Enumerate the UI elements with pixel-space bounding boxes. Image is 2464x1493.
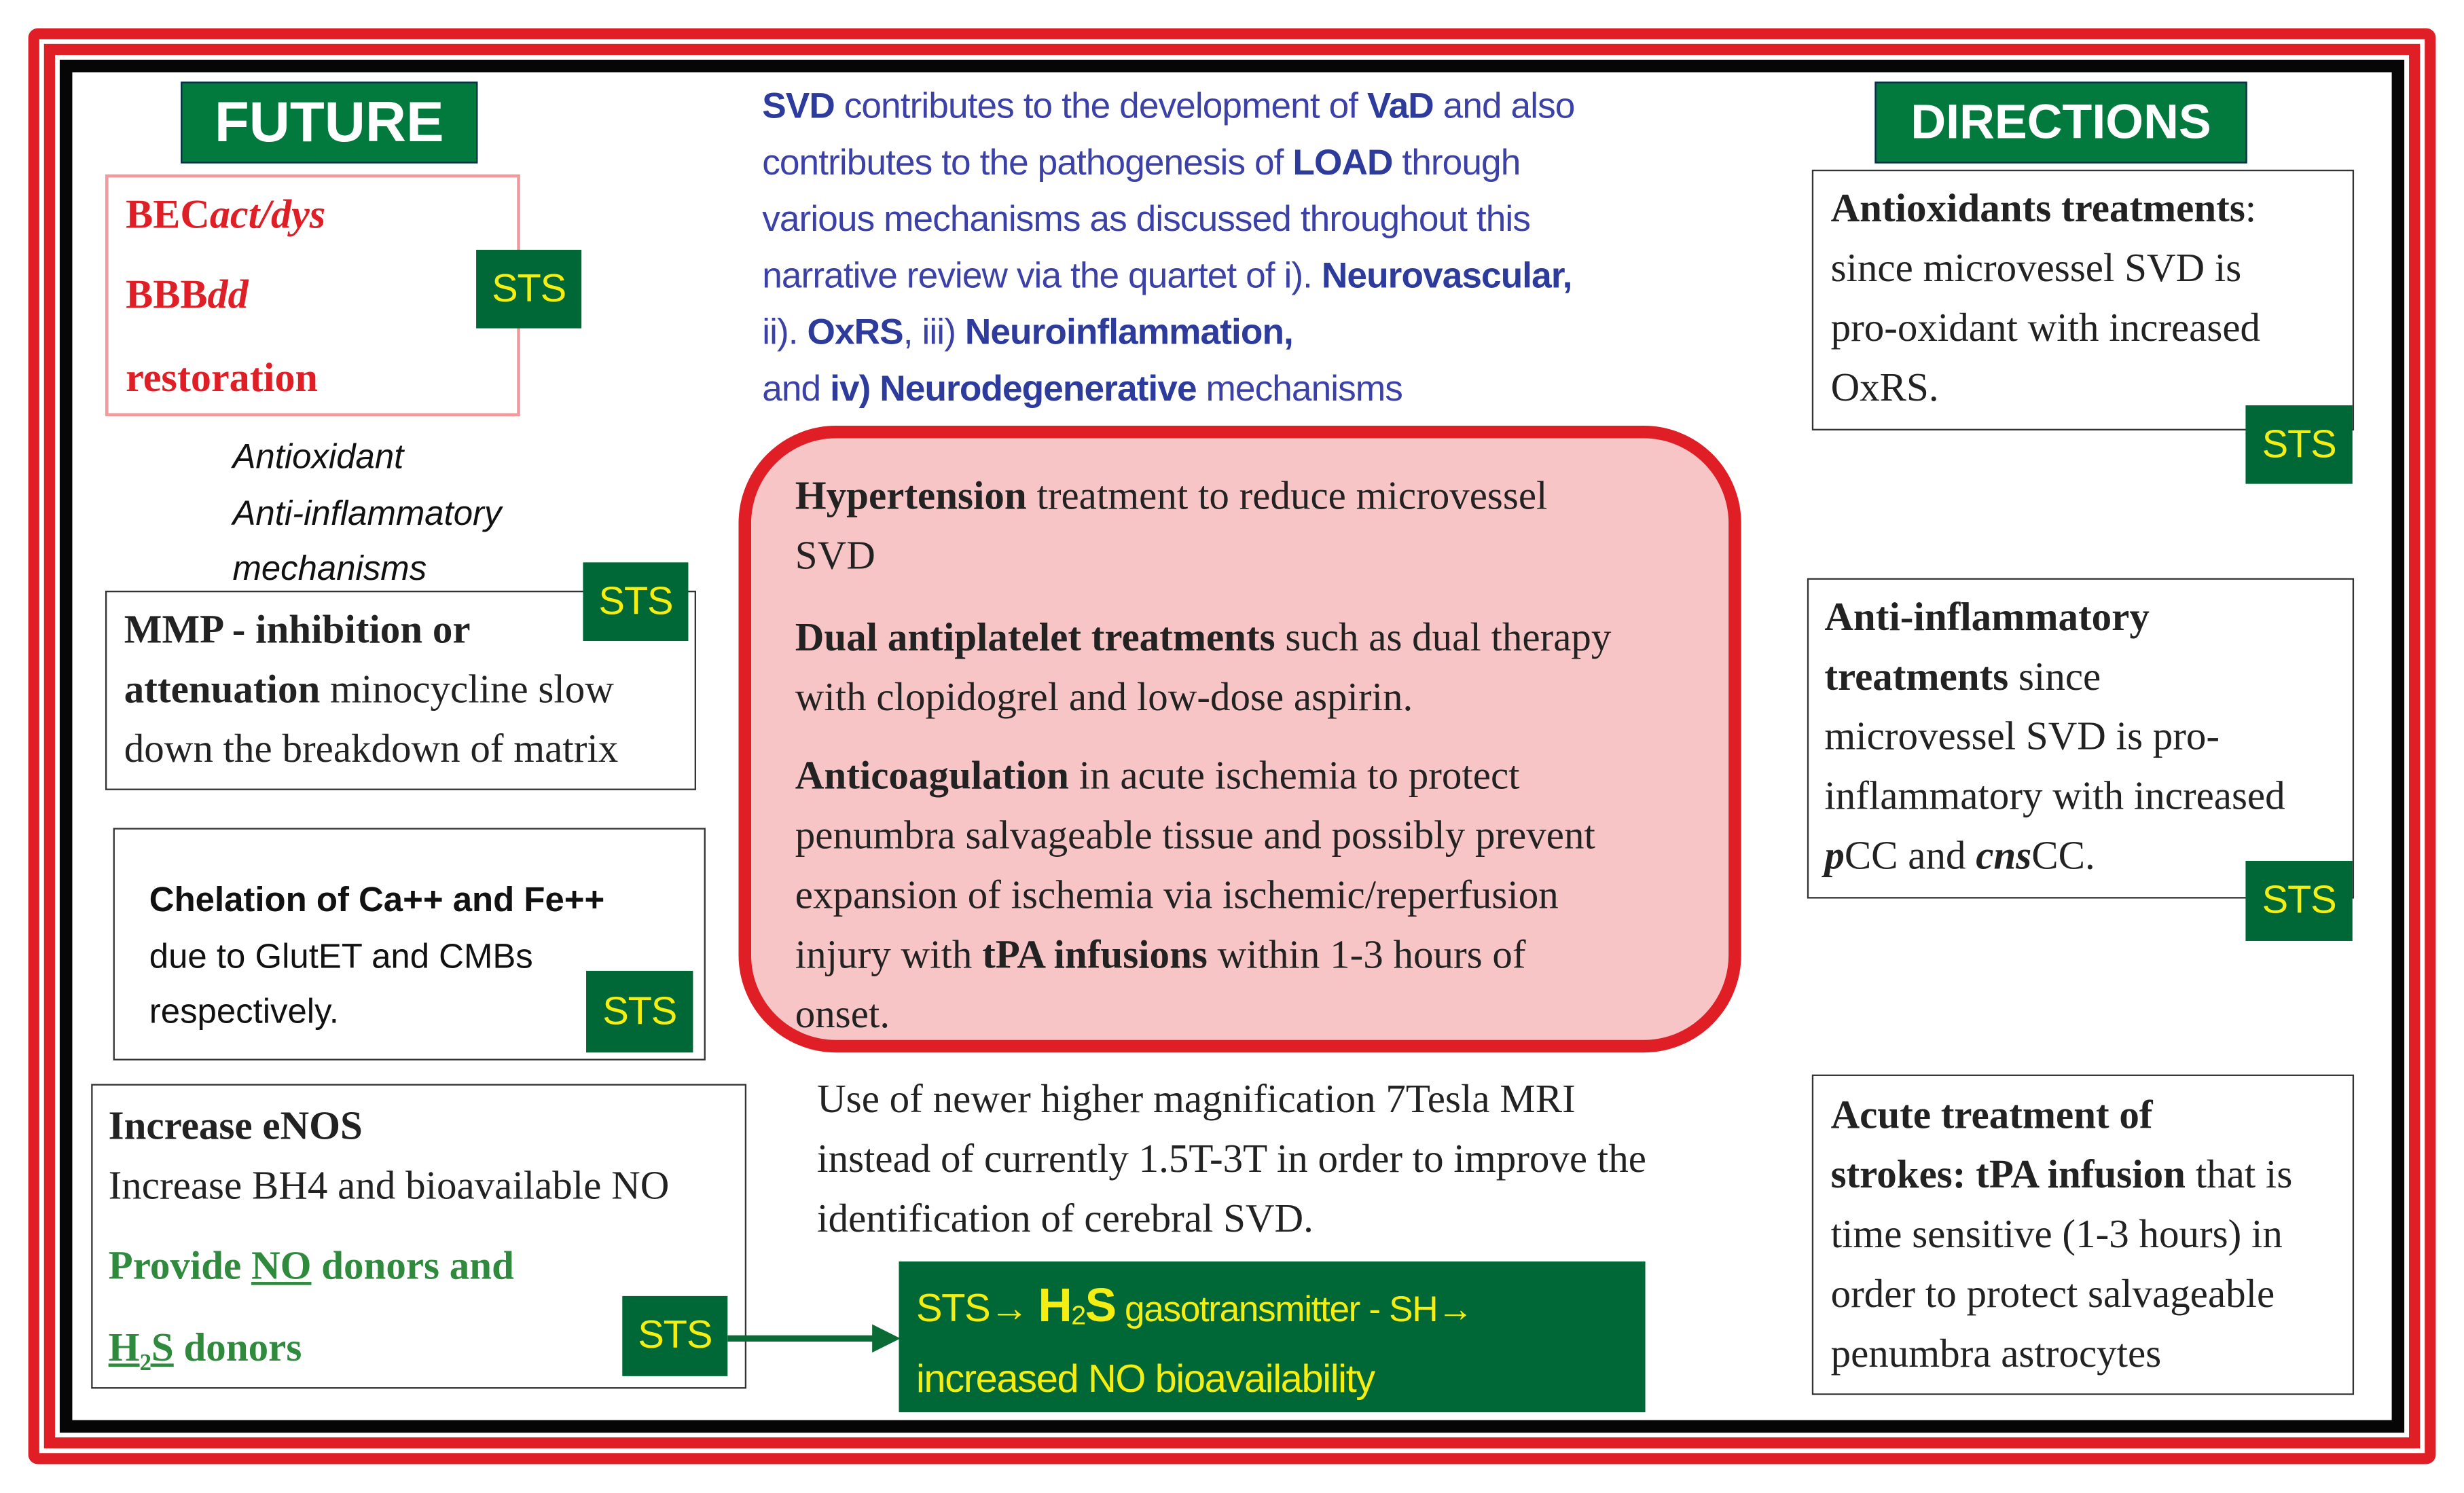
bec-line <box>126 185 325 245</box>
treatment-text: onset. <box>795 991 890 1037</box>
green-text: donors <box>173 1324 302 1370</box>
bec-italic: act/dys <box>209 191 326 238</box>
intro-text-span: through <box>1392 141 1521 183</box>
intro-bold: iv) Neurodegenerative <box>830 367 1197 409</box>
future-header: FUTURE <box>181 81 477 163</box>
mmp-text: down the breakdown of matrix <box>124 725 619 772</box>
sts-badge: STS <box>586 971 693 1052</box>
intro-text-span: mechanisms <box>1196 367 1402 409</box>
antioxidants-box <box>1812 170 2354 430</box>
intro-bold: Neuroinflammation, <box>964 311 1293 352</box>
bbb-italic: dd <box>207 272 249 318</box>
acute-text: penumbra astrocytes <box>1830 1330 2162 1376</box>
green-text: donors and <box>311 1242 514 1289</box>
antiinf-title: Anti-inflammatory <box>1824 593 2150 640</box>
antiox-text: : <box>2245 185 2257 232</box>
antiox-text: since microvessel SVD is <box>1830 244 2242 291</box>
antiinf-title: treatments <box>1824 653 2009 699</box>
chelation-text: due to GlutET and CMBs <box>149 935 533 975</box>
treatment-bold: Hypertension <box>795 473 1027 519</box>
directions-header: DIRECTIONS <box>1874 81 2247 163</box>
acute-text: order to protect salvageable <box>1830 1270 2275 1316</box>
bec-box <box>105 174 520 416</box>
intro-bold: SVD <box>762 84 835 126</box>
arrow-icon <box>727 1320 903 1358</box>
green-text: Provide <box>108 1242 251 1289</box>
enos-text: Increase BH4 and bioavailable NO <box>108 1162 670 1209</box>
bbb-line <box>126 265 249 325</box>
h2s-text: gasotransmitter - SH→ <box>1115 1288 1473 1329</box>
h2s-text: increased NO bioavailability <box>916 1357 1375 1401</box>
intro-text-span: , iii) <box>903 311 965 352</box>
treatment-text: injury with <box>795 932 983 978</box>
h2s-box <box>899 1261 1645 1412</box>
mmp-title: MMP - inhibition or <box>124 606 471 652</box>
treatment-text: such as dual therapy <box>1275 614 1612 660</box>
antiinf-text: CC. <box>2031 832 2095 879</box>
acute-title: Acute treatment of <box>1830 1092 2153 1138</box>
green-text: NO <box>251 1242 312 1289</box>
intro-text-span: contributes to the pathogenesis of <box>762 141 1293 183</box>
mmp-bold: attenuation <box>124 666 321 712</box>
sts-badge: STS <box>622 1296 727 1376</box>
treatment-bold: Dual antiplatelet treatments <box>795 614 1275 660</box>
treatment-text: with clopidogrel and low-dose aspirin. <box>795 674 1413 720</box>
h2s-text: 2 <box>1071 1300 1085 1331</box>
antiinf-text: CC and <box>1844 832 1976 879</box>
antiinf-text: since <box>2008 653 2101 699</box>
antiinf-text: inflammatory with increased <box>1824 773 2285 819</box>
antiinf-text: microvessel SVD is pro- <box>1824 713 2220 759</box>
antiox-title: Antioxidants treatments <box>1830 185 2245 232</box>
mechanism-item: mechanisms <box>232 548 427 588</box>
mri-line: identification of cerebral SVD. <box>817 1195 1313 1241</box>
sts-badge: STS <box>583 562 688 641</box>
intro-text-span: ii). <box>762 311 808 352</box>
intro-text-span: various mechanisms as discussed throughout this <box>762 198 1531 239</box>
h2s-text: H <box>1038 1280 1072 1333</box>
intro-text-span: and <box>762 367 831 409</box>
sts-badge: STS <box>2245 405 2352 484</box>
green-text: H <box>108 1324 140 1370</box>
treatment-box <box>738 426 1741 1052</box>
antiinf-italic: cns <box>1976 832 2032 879</box>
mechanism-item: Anti-inflammatory <box>232 492 502 532</box>
intro-text-span: contributes to the development of <box>834 84 1367 126</box>
antiox-text: pro-oxidant with increased <box>1830 304 2261 350</box>
h2s-text: STS→ <box>916 1287 1038 1331</box>
acute-text: that is <box>2185 1151 2293 1198</box>
h2s-text: S <box>1085 1280 1116 1333</box>
chelation-text: respectively. <box>149 991 339 1031</box>
treatment-text: SVD <box>795 532 875 578</box>
mri-text <box>817 1070 1646 1249</box>
mri-line: instead of currently 1.5T-3T in order to improve the <box>817 1135 1646 1181</box>
treatment-text: in acute ischemia to protect <box>1069 752 1520 798</box>
intro-text-span: and also <box>1433 84 1575 126</box>
anti-inflammatory-box <box>1807 578 2354 898</box>
enos-title: Increase eNOS <box>108 1103 363 1149</box>
treatment-text: within 1-3 hours of <box>1207 932 1526 978</box>
acute-treatment-box <box>1812 1075 2354 1395</box>
no-donors-line <box>109 1236 745 1296</box>
green-text: 2 <box>139 1351 151 1377</box>
chelation-title: Chelation of Ca++ and Fe++ <box>149 879 605 919</box>
restoration-line: restoration <box>126 354 319 401</box>
antiinf-italic: p <box>1824 832 1845 879</box>
mri-line: Use of newer higher magnification 7Tesla MRI <box>817 1075 1576 1122</box>
intro-bold: VaD <box>1366 84 1434 126</box>
treatment-text: expansion of ischemia via ischemic/reperfusion <box>795 872 1559 918</box>
intro-bold: LOAD <box>1292 141 1393 183</box>
green-text: S <box>151 1324 174 1370</box>
intro-bold: Neurovascular, <box>1321 254 1572 295</box>
mechanism-item: Antioxidant <box>232 437 404 477</box>
treatment-bold: tPA infusions <box>982 932 1208 978</box>
treatment-bold: Anticoagulation <box>795 752 1070 798</box>
acute-text: time sensitive (1-3 hours) in <box>1830 1211 2283 1257</box>
mmp-text: minocycline slow <box>320 666 614 712</box>
mechanisms-text <box>232 429 501 596</box>
intro-text-span: narrative review via the quartet of i). <box>762 254 1322 295</box>
intro-bold: OxRS <box>807 311 903 352</box>
bbb-text: BBB <box>126 272 208 318</box>
intro-text <box>762 77 1574 416</box>
treatment-text: treatment to reduce microvessel <box>1026 473 1548 519</box>
sts-badge: STS <box>476 250 581 329</box>
acute-title: strokes: tPA infusion <box>1830 1151 2186 1198</box>
sts-badge: STS <box>2245 861 2352 941</box>
antiox-text: OxRS. <box>1830 364 1939 410</box>
bec-text: BEC <box>126 191 210 238</box>
treatment-text: penumbra salvageable tissue and possibly prevent <box>795 812 1595 858</box>
